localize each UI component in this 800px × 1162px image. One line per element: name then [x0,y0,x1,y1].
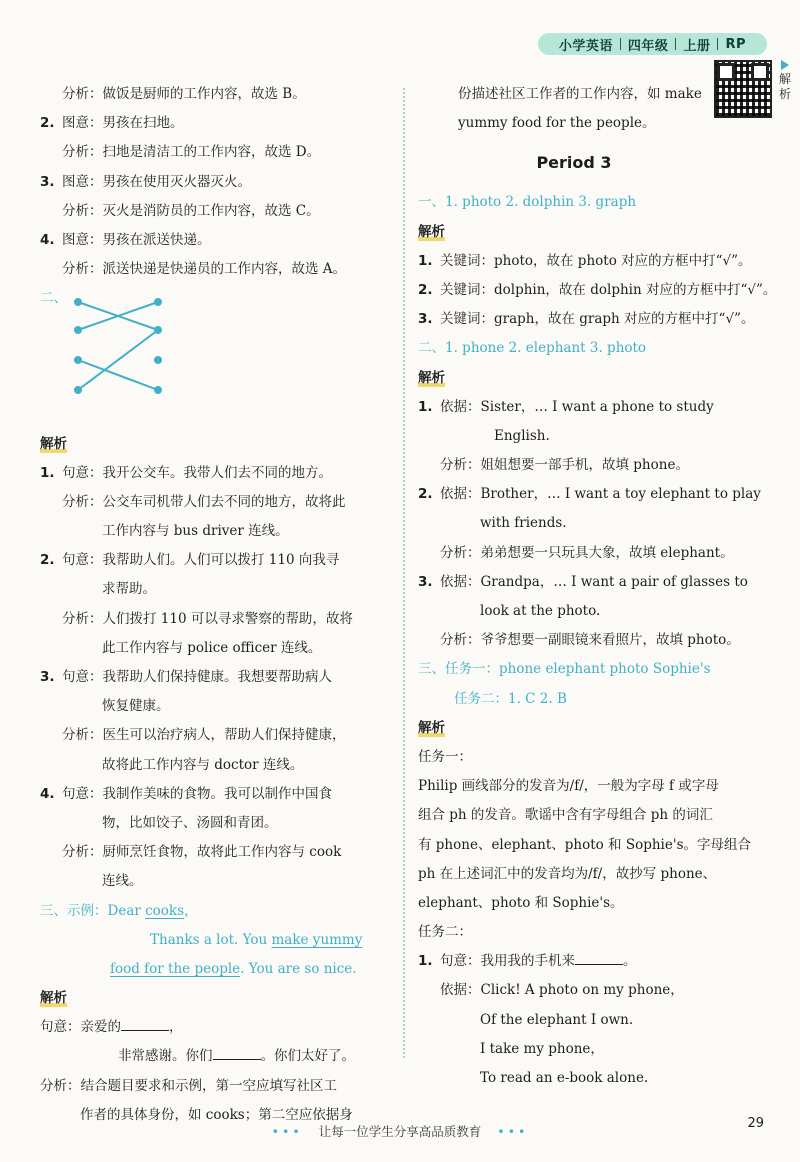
match-dot [154,356,162,364]
text-line: 依据：Sister，… I want a phone to study [440,398,714,415]
footer-dots: ••• [271,1124,303,1139]
text-line: 工作内容与 bus driver 连线。 [102,523,289,540]
section-heading: 二、 [40,290,67,307]
text-line: 求帮助。 [102,581,156,598]
sentence-line [40,1013,396,1042]
text-line: 任务一： [418,748,472,765]
text-line: 句意：亲爱的 [40,1019,121,1036]
text-line: 分析：医生可以治疗病人，帮助人们保持健康， [62,727,346,744]
answer-blank [575,950,623,965]
example-prefix: 三、示例：Dear [40,902,146,919]
play-icon [781,60,789,70]
item-number: 1. [418,398,433,415]
item-number: 1. [418,953,433,970]
text-line: 分析：弟弟想要一只玩具大象，故填 elephant。 [440,544,734,561]
match-dot [154,298,162,306]
text-line: 分析：人们拨打 110 可以寻求警察的帮助，故将 [62,610,353,627]
header-separator [620,38,621,50]
text-line: 分析：扫地是清洁工的工作内容，故选 D。 [62,144,321,161]
text-line: Of the elephant I own. [480,1011,634,1028]
example-answer: food for the people [110,960,241,977]
text-line: 组合 ph 的发音。歌谣中含有字母组合 ph 的词汇 [418,807,713,824]
column-divider [403,88,405,1058]
example-text: . You are so nice. [240,960,357,977]
text-line: 。 [623,953,637,970]
text-line: 图意：男孩在派送快递。 [62,231,211,248]
text-line: 分析：厨师烹饪食物，故将此工作内容与 cook [62,844,342,861]
text-line: 分析：灭火是消防员的工作内容，故选 C。 [62,202,320,219]
sentence-line [40,1042,396,1071]
match-dot [74,356,82,364]
example-answer: cooks [145,902,185,919]
text-line: yummy food for the people。 [458,115,656,132]
section-heading [40,897,396,926]
item-number: 1. [418,252,433,269]
analysis-label: 解析 [418,369,445,386]
text-line: 非常感谢。你们 [118,1048,213,1065]
text-line: Philip 画线部分的发音为/f/，一般为字母 f 或字母 [418,778,719,795]
text-line: with friends. [480,515,567,532]
left-column [40,80,396,1130]
text-line: 图意：男孩在使用灭火器灭火。 [62,173,251,190]
qr-badge[interactable] [774,60,796,102]
section-answer: 任务二：1. C 2. B [454,690,567,707]
header-grade: 四年级 [627,38,669,54]
example-text: Thanks a lot. You [150,931,272,948]
section-answer: 三、任务一：phone elephant photo Sophie's [418,661,711,678]
text-line: 图意：男孩在扫地。 [62,115,184,132]
analysis-label: 解析 [40,435,67,452]
text-line: 作者的具体身份，如 cooks；第二空应依据身 [80,1106,353,1123]
qr-code[interactable] [714,60,772,118]
item-number: 2. [40,115,55,132]
text-line: 句意：我开公交车。我带人们去不同的地方。 [62,464,332,481]
text-line: 句意：我帮助人们。人们可以拨打 110 向我寻 [62,552,340,569]
item-number: 2. [418,281,433,298]
text-line: 依据：Click! A photo on my phone， [440,982,684,999]
text-line: 关键词：photo，故在 photo 对应的方框中打“√”。 [440,252,752,269]
match-dot [74,298,82,306]
text-line: 分析：做饭是厨师的工作内容，故选 B。 [62,86,306,102]
matching-diagram [72,298,172,398]
section-answer: 一、1. photo 2. dolphin 3. graph [418,194,637,211]
footer-dots: ••• [497,1124,529,1139]
text-line: look at the photo. [480,603,601,619]
answer-blank [213,1045,261,1060]
item-number: 3. [418,573,433,590]
text-line: ph 在上述词汇中的发音均为/f/，故抄写 phone、 [418,865,717,882]
footer [0,1122,800,1140]
text-line: 故将此工作内容与 doctor 连线。 [102,756,304,773]
qr-label: 析 [778,87,791,101]
item-number: 3. [40,173,55,190]
text-line: 句意：我用我的手机来 [440,953,575,970]
text-line: 连线。 [102,873,143,890]
period-title: Period 3 [536,153,612,173]
sentence-line [418,947,770,976]
text-line: 句意：我帮助人们保持健康。我想要帮助病人 [62,669,332,685]
section-answer: 二、1. phone 2. elephant 3. photo [418,340,647,357]
item-number: 4. [40,785,55,802]
match-dot [74,326,82,334]
match-dot [154,386,162,394]
analysis-label: 解析 [418,719,445,736]
text-line: 份描述社区工作者的工作内容，如 make [458,86,702,102]
footer-slogan: 让每一位学生分享高品质教育 [318,1124,482,1139]
answer-blank [121,1016,169,1031]
text-line: 依据：Brother，… I want a toy elephant to play [440,486,761,503]
text-line: 。你们太好了。 [260,1048,355,1065]
example-punct: ， [184,902,198,919]
text-line: I take my phone， [480,1040,604,1057]
right-column [418,80,777,1093]
text-line: 依据：Grandpa，… I want a pair of glasses to [440,573,748,590]
analysis-label: 解析 [40,990,67,1007]
text-line: ， [169,1019,183,1036]
item-number: 2. [40,552,55,569]
qr-label: 解 [778,72,791,86]
match-dot [74,386,82,394]
header-subject: 小学英语 [558,38,613,54]
text-line: elephant、photo 和 Sophie's。 [418,894,624,911]
text-line: 有 phone、elephant、photo 和 Sophie's。字母组合 [418,836,751,853]
text-line: 物，比如饺子、汤圆和青团。 [102,814,278,831]
match-dot [154,326,162,334]
header-volume: 上册 [683,38,711,54]
header-separator [717,38,718,50]
example-answer: make yummy [271,931,363,948]
item-number: 4. [40,231,55,248]
text-line: To read an e-book alone. [480,1070,649,1086]
text-line: 恢复健康。 [102,698,170,715]
text-line: 分析：公交车司机带人们去不同的地方，故将此 [62,493,346,510]
match-line [78,330,158,390]
text-line: 分析：结合题目要求和示例，第一空应填写社区工 [40,1077,337,1094]
text-line: 分析：派送快递是快递员的工作内容，故选 A。 [62,261,347,278]
page-number: 29 [747,1116,764,1131]
analysis-label: 解析 [418,223,445,240]
header-separator [675,38,676,50]
header-badge [538,33,767,55]
text-line: 关键词：dolphin，故在 dolphin 对应的方框中打“√”。 [440,281,777,298]
text-line: 分析：姐姐想要一部手机，故填 phone。 [440,457,689,474]
item-number: 1. [40,464,55,481]
item-number: 2. [418,486,433,503]
text-line: 分析：爷爷想要一副眼镜来看照片，故填 photo。 [440,632,740,649]
text-line: 任务二： [418,924,472,941]
text-line: 句意：我制作美味的食物。我可以制作中国食 [62,785,332,802]
text-line: English. [494,427,550,444]
item-number: 3. [418,311,433,328]
item-number: 3. [40,669,55,685]
match-line [78,360,158,390]
text-line: 此工作内容与 police officer 连线。 [102,639,322,656]
example-line [40,955,396,984]
header-edition: RP [725,36,746,52]
example-line [40,926,396,955]
text-line: 关键词：graph，故在 graph 对应的方框中打“√”。 [440,311,755,328]
